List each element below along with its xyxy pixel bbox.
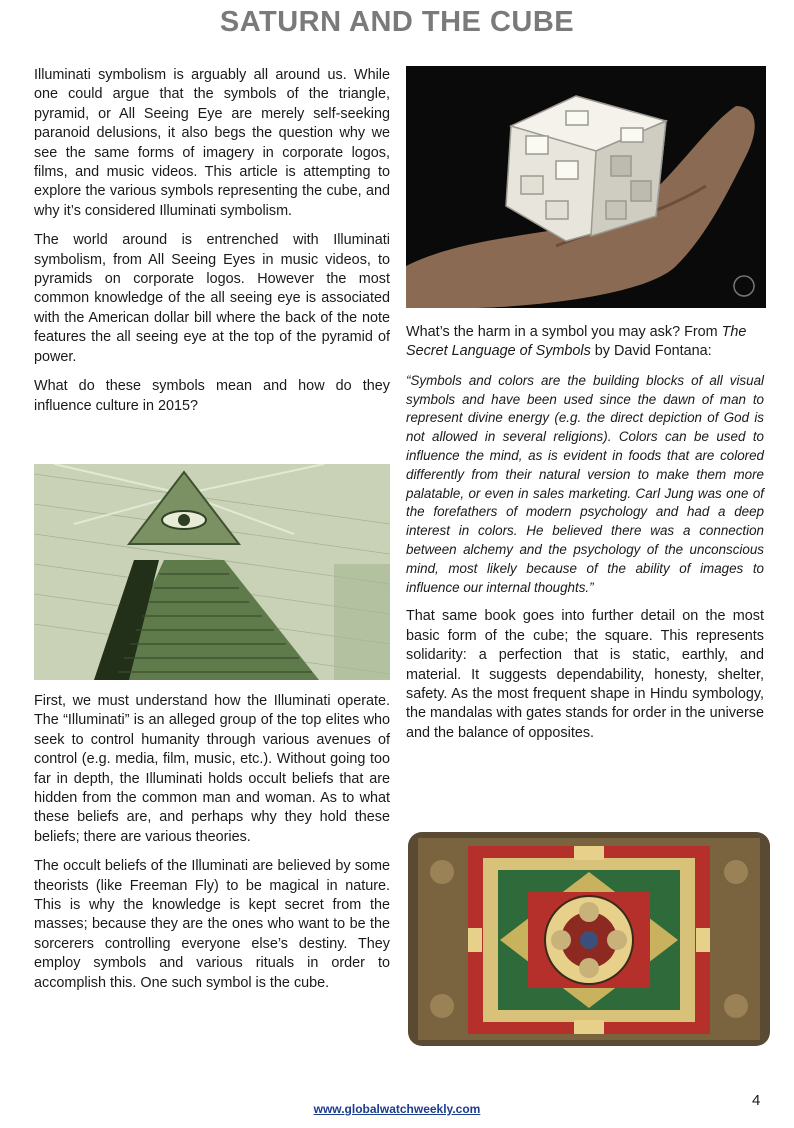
paragraph: Illuminati symbolism is arguably all around us. While one could argue that the symbols of the triangle, pyramid, or All Seeing Eye are merely self-seeking paranoid delusions, it also begs the question why we see the same forms of imagery in corporate logos, films, and music videos. This article is attempting to explore the various symbols representing the cube, and why it’s considered Illuminati symbolism.	[34, 67, 390, 219]
mandala-image	[408, 832, 770, 1046]
right-column-text	[406, 323, 764, 753]
footer	[0, 1102, 794, 1116]
intro-text: What’s the harm in a symbol you may ask? From	[406, 324, 722, 340]
paragraph: The world around is entrenched with Illuminati symbolism, from All Seeing Eyes in music videos, to pyramids on corporate logos. However the most common knowledge of the all seeing eye is associated with the American dollar bill where the back of the note features the all seeing eye at the top of the pyramid of power.	[34, 232, 390, 365]
intro-paragraph	[406, 323, 764, 362]
footer-link[interactable]: www.globalwatchweekly.com	[313, 1102, 481, 1116]
left-column-upper	[34, 66, 390, 426]
page-number: 4	[752, 1092, 761, 1109]
quote-block: “Symbols and colors are the building blocks of all visual symbols and have been used since the dawn of man to represent divine energy (e.g. the direct depiction of God is not allowed in several religions). Colors can be used to influence the mind, as is evident in foods that are colored differently from their natural version to make them more palatable, or even in sales marketing. Carl Jung was one of the forefathers of modern psychology and had a deep interest in colors. He believed there was a connection between alchemy and the psychology of the unconscious mind, most likely because of the ability of images to influence our internal thoughts.”	[406, 372, 764, 595]
left-column-lower	[34, 692, 390, 1003]
dollar-pyramid-image	[34, 464, 390, 680]
cube-in-hand-image	[406, 66, 766, 308]
book-title: The Secret Language of Symbols	[406, 324, 747, 360]
paragraph: That same book goes into further detail on the most basic form of the cube; the square. This represents solidarity: a perfection that is static, earthly, and material. It suggests dependability, honesty, shelter, safety. As the most frequent shape in Hindu symbology, the mandalas with gates stands for order in the universe and the balance of opposites.	[406, 608, 764, 741]
intro-text-end: by David Fontana:	[590, 343, 712, 360]
paragraph: What do these symbols mean and how do they influence culture in 2015?	[34, 378, 390, 414]
paragraph: First, we must understand how the Illuminati operate. The “Illuminati” is an alleged group of the top elites who seek to control humanity through various avenues of control (e.g. media, film, music, etc.). Without going too far in depth, the Illuminati holds occult beliefs that are hidden from the common man and woman. As to what these beliefs are, and perhaps why they hold these beliefs; there are various theories.	[34, 693, 390, 845]
page-title: SATURN AND THE CUBE	[219, 6, 575, 38]
paragraph: The occult beliefs of the Illuminati are believed by some theorists (like Freeman Fly) to be magical in nature. This is why the knowledge is kept secret from the masses; because they are the ones who want to be the sorcerers controlling everyone else’s destiny. They employ symbols and various rituals in order to accomplish this. One such symbol is the cube.	[34, 858, 390, 991]
